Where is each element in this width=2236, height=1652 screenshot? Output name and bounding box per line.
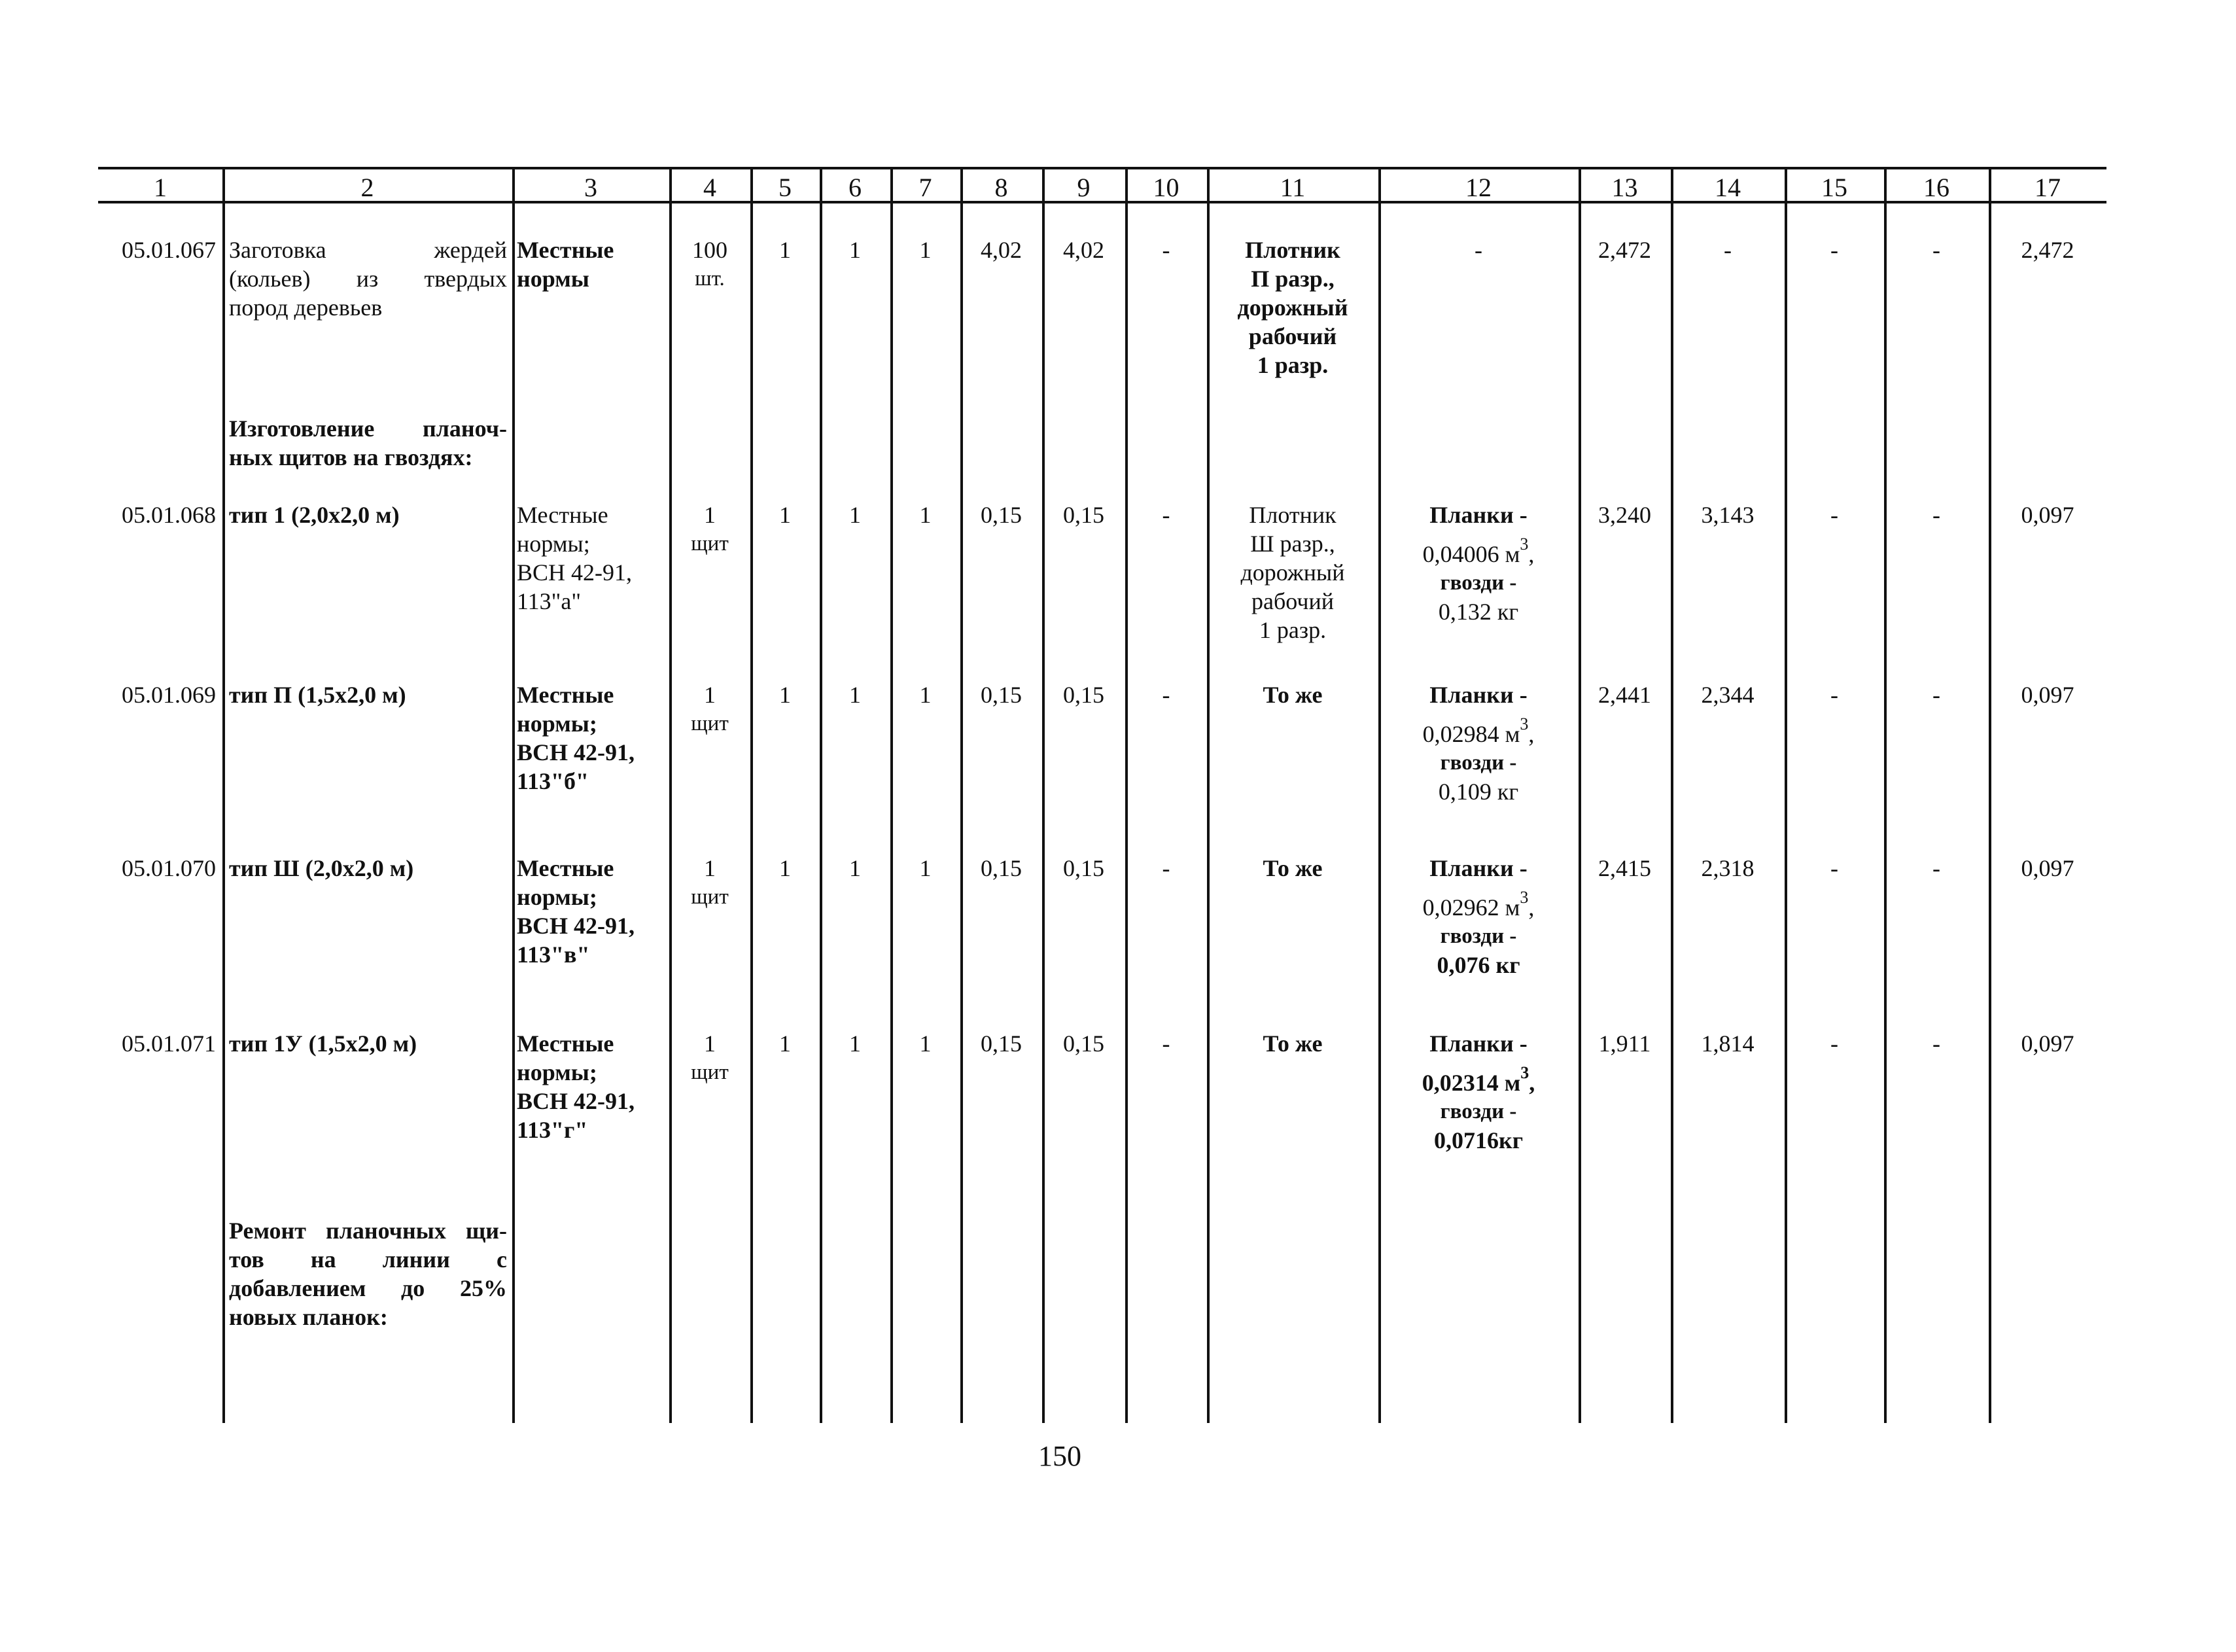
row-col-16: - bbox=[1932, 502, 1940, 528]
column-divider bbox=[669, 167, 672, 1423]
row-code: 05.01.067 bbox=[122, 237, 216, 263]
header-col-3: 3 bbox=[584, 173, 597, 202]
header-col-6: 6 bbox=[848, 173, 862, 202]
row-materials bbox=[1378, 680, 1579, 806]
row-col-10: - bbox=[1162, 855, 1170, 881]
materials-volume: 0,02314 м bbox=[1422, 1070, 1521, 1096]
row-col-17: 2,472 bbox=[2021, 237, 2074, 263]
header-col-17: 17 bbox=[2035, 173, 2061, 202]
column-divider bbox=[1884, 167, 1887, 1423]
workers-line: дорожный bbox=[1240, 559, 1345, 586]
row-workers bbox=[1207, 501, 1378, 644]
materials-line: 0,132 кг bbox=[1438, 599, 1519, 625]
materials-line bbox=[1378, 535, 1579, 569]
column-divider bbox=[750, 167, 753, 1423]
row-col-5: 1 bbox=[779, 1030, 791, 1057]
heading-line: Изготовление планоч- bbox=[229, 415, 507, 442]
source-line: Местные bbox=[517, 855, 614, 881]
source-line: Местные bbox=[517, 682, 614, 708]
heading-line: ных щитов на гвоздях: bbox=[229, 444, 473, 470]
row-materials: - bbox=[1475, 237, 1482, 263]
header-col-16: 16 bbox=[1923, 173, 1949, 202]
workers-line: Плотник bbox=[1245, 237, 1340, 263]
materials-line: 0,076 кг bbox=[1437, 952, 1520, 978]
unit-line: 1 bbox=[704, 1030, 716, 1057]
materials-line bbox=[1378, 714, 1579, 748]
workers-line: П разр., bbox=[1251, 266, 1335, 292]
section-heading bbox=[229, 1216, 507, 1331]
materials-comma: , bbox=[1529, 1070, 1535, 1096]
row-col-5: 1 bbox=[779, 855, 791, 881]
row-col-10: - bbox=[1162, 1030, 1170, 1057]
row-col-14: 2,318 bbox=[1701, 855, 1755, 881]
row-workers: То же bbox=[1263, 1030, 1323, 1057]
column-divider bbox=[820, 167, 822, 1423]
unit-line: щит bbox=[691, 712, 729, 735]
row-col-7: 1 bbox=[919, 237, 932, 263]
header-col-15: 15 bbox=[1821, 173, 1847, 202]
source-line: Местные bbox=[517, 237, 614, 263]
source-line: ВСН 42-91, bbox=[517, 1088, 635, 1114]
heading-line: Ремонт планочных щи- bbox=[229, 1218, 507, 1244]
column-divider bbox=[1042, 167, 1045, 1423]
unit-line: 1 bbox=[704, 855, 716, 881]
column-divider bbox=[512, 167, 515, 1423]
heading-line: добавлением до 25% bbox=[229, 1275, 507, 1301]
heading-line: тов на линии с bbox=[229, 1246, 507, 1273]
header-col-12: 12 bbox=[1465, 173, 1492, 202]
materials-exponent: 3 bbox=[1520, 714, 1529, 733]
workers-line: 1 разр. bbox=[1259, 617, 1327, 643]
materials-volume: 0,02984 м bbox=[1422, 721, 1520, 747]
row-col-5: 1 bbox=[779, 682, 791, 708]
column-divider bbox=[1579, 167, 1581, 1423]
workers-line: Ш разр., bbox=[1250, 531, 1335, 557]
materials-line bbox=[1378, 1063, 1579, 1097]
row-name: тип П (1,5х2,0 м) bbox=[229, 682, 406, 708]
row-col-9: 4,02 bbox=[1063, 237, 1104, 263]
row-col-16: - bbox=[1932, 237, 1940, 263]
unit-line: 100 bbox=[692, 237, 727, 263]
materials-line: гвозди - bbox=[1440, 751, 1517, 775]
row-col-7: 1 bbox=[919, 855, 932, 881]
row-col-13: 2,415 bbox=[1598, 855, 1651, 881]
unit-line: щит bbox=[691, 885, 729, 909]
row-col-7: 1 bbox=[919, 682, 932, 708]
materials-line: Планки - bbox=[1429, 502, 1528, 528]
materials-comma: , bbox=[1528, 894, 1535, 921]
unit-line: щит bbox=[691, 532, 729, 555]
column-divider bbox=[1125, 167, 1128, 1423]
source-line: нормы; bbox=[517, 1059, 597, 1085]
source-line: 113"б" bbox=[517, 768, 589, 794]
materials-line: Планки - bbox=[1429, 855, 1528, 881]
row-col-9: 0,15 bbox=[1063, 502, 1104, 528]
row-unit bbox=[669, 501, 750, 558]
row-col-6: 1 bbox=[849, 502, 861, 528]
materials-line: гвозди - bbox=[1440, 1100, 1517, 1123]
row-col-17: 0,097 bbox=[2021, 502, 2074, 528]
row-unit bbox=[669, 854, 750, 911]
materials-line bbox=[1378, 888, 1579, 922]
row-col-10: - bbox=[1162, 682, 1170, 708]
materials-line: 0,109 кг bbox=[1438, 779, 1519, 805]
row-workers: То же bbox=[1263, 682, 1323, 708]
source-line: нормы; bbox=[517, 531, 590, 557]
row-col-14: 3,143 bbox=[1701, 502, 1755, 528]
row-materials bbox=[1378, 501, 1579, 626]
row-col-6: 1 bbox=[849, 237, 861, 263]
source-line: нормы; bbox=[517, 884, 597, 910]
row-col-6: 1 bbox=[849, 682, 861, 708]
row-source bbox=[517, 501, 667, 616]
row-col-16: - bbox=[1932, 682, 1940, 708]
row-col-14: 1,814 bbox=[1701, 1030, 1755, 1057]
row-col-15: - bbox=[1830, 502, 1838, 528]
row-col-13: 3,240 bbox=[1598, 502, 1651, 528]
row-col-6: 1 bbox=[849, 1030, 861, 1057]
materials-exponent: 3 bbox=[1520, 1063, 1529, 1082]
row-col-5: 1 bbox=[779, 502, 791, 528]
workers-line: рабочий bbox=[1251, 588, 1334, 614]
header-col-13: 13 bbox=[1611, 173, 1638, 202]
row-col-15: - bbox=[1830, 237, 1838, 263]
row-col-8: 4,02 bbox=[981, 237, 1022, 263]
header-col-11: 11 bbox=[1280, 173, 1306, 202]
row-source bbox=[517, 236, 667, 293]
workers-line: Плотник bbox=[1249, 502, 1336, 528]
workers-line: 1 разр. bbox=[1257, 352, 1329, 378]
column-divider bbox=[1785, 167, 1787, 1423]
row-col-16: - bbox=[1932, 855, 1940, 881]
header-col-2: 2 bbox=[360, 173, 374, 202]
row-workers: То же bbox=[1263, 855, 1323, 881]
materials-line: гвозди - bbox=[1440, 924, 1517, 948]
column-divider bbox=[890, 167, 893, 1423]
materials-line: Планки - bbox=[1429, 1030, 1528, 1057]
table-top-rule bbox=[98, 167, 2106, 169]
row-materials bbox=[1378, 1029, 1579, 1155]
name-line: пород деревьев bbox=[229, 294, 383, 321]
row-materials bbox=[1378, 854, 1579, 979]
row-col-10: - bbox=[1162, 502, 1170, 528]
row-name: тип Ш (2,0х2,0 м) bbox=[229, 855, 414, 881]
source-line: 113"г" bbox=[517, 1117, 588, 1143]
row-col-8: 0,15 bbox=[981, 502, 1022, 528]
row-source bbox=[517, 854, 667, 969]
row-col-17: 0,097 bbox=[2021, 1030, 2074, 1057]
row-col-17: 0,097 bbox=[2021, 855, 2074, 881]
row-source bbox=[517, 1029, 667, 1144]
row-col-15: - bbox=[1830, 855, 1838, 881]
column-divider bbox=[1989, 167, 1991, 1423]
row-col-15: - bbox=[1830, 1030, 1838, 1057]
name-line: Заготовка жердей bbox=[229, 237, 507, 263]
column-divider bbox=[222, 167, 225, 1423]
materials-line: 0,0716кг bbox=[1433, 1127, 1524, 1153]
row-source bbox=[517, 680, 667, 796]
page-number: 150 bbox=[1038, 1440, 1081, 1472]
source-line: ВСН 42-91, bbox=[517, 913, 635, 939]
row-name: тип 1У (1,5х2,0 м) bbox=[229, 1030, 417, 1057]
materials-exponent: 3 bbox=[1520, 535, 1529, 554]
row-col-8: 0,15 bbox=[981, 855, 1022, 881]
row-code: 05.01.069 bbox=[122, 682, 216, 708]
materials-comma: , bbox=[1528, 721, 1535, 747]
source-line: нормы; bbox=[517, 711, 597, 737]
row-name: тип 1 (2,0х2,0 м) bbox=[229, 502, 400, 528]
row-col-9: 0,15 bbox=[1063, 1030, 1104, 1057]
header-col-7: 7 bbox=[918, 173, 932, 202]
materials-comma: , bbox=[1528, 541, 1535, 567]
name-line: (кольев) из твердых bbox=[229, 266, 507, 292]
header-col-8: 8 bbox=[994, 173, 1008, 202]
row-unit bbox=[669, 1029, 750, 1087]
column-divider bbox=[1671, 167, 1673, 1423]
workers-line: рабочий bbox=[1248, 323, 1337, 349]
source-line: нормы bbox=[517, 266, 589, 292]
row-code: 05.01.070 bbox=[122, 855, 216, 881]
unit-line: шт. bbox=[695, 267, 725, 290]
row-col-9: 0,15 bbox=[1063, 682, 1104, 708]
header-col-9: 9 bbox=[1077, 173, 1091, 202]
materials-line: Планки - bbox=[1429, 682, 1528, 708]
materials-exponent: 3 bbox=[1520, 888, 1529, 907]
row-code: 05.01.071 bbox=[122, 1030, 216, 1057]
column-divider bbox=[960, 167, 963, 1423]
source-line: ВСН 42-91, bbox=[517, 559, 633, 586]
materials-line: гвозди - bbox=[1440, 571, 1517, 595]
source-line: 113"а" bbox=[517, 588, 582, 614]
row-col-14: 2,344 bbox=[1701, 682, 1755, 708]
header-col-10: 10 bbox=[1153, 173, 1179, 202]
row-unit bbox=[669, 236, 750, 293]
row-unit bbox=[669, 680, 750, 738]
row-col-14: - bbox=[1724, 237, 1732, 263]
row-col-13: 2,472 bbox=[1598, 237, 1651, 263]
row-col-13: 1,911 bbox=[1598, 1030, 1651, 1057]
row-col-16: - bbox=[1932, 1030, 1940, 1057]
row-col-7: 1 bbox=[919, 1030, 932, 1057]
header-col-14: 14 bbox=[1715, 173, 1741, 202]
unit-line: 1 bbox=[704, 682, 716, 708]
heading-line: новых планок: bbox=[229, 1304, 388, 1330]
row-col-10: - bbox=[1162, 237, 1170, 263]
header-col-5: 5 bbox=[778, 173, 792, 202]
row-code: 05.01.068 bbox=[122, 502, 216, 528]
workers-line: дорожный bbox=[1237, 294, 1348, 321]
row-name bbox=[229, 236, 507, 322]
unit-line: 1 bbox=[704, 502, 716, 528]
header-col-4: 4 bbox=[703, 173, 716, 202]
row-col-13: 2,441 bbox=[1598, 682, 1651, 708]
row-col-7: 1 bbox=[919, 502, 932, 528]
section-heading bbox=[229, 414, 507, 472]
row-col-8: 0,15 bbox=[981, 682, 1022, 708]
row-col-5: 1 bbox=[779, 237, 791, 263]
row-col-17: 0,097 bbox=[2021, 682, 2074, 708]
row-col-9: 0,15 bbox=[1063, 855, 1104, 881]
row-col-8: 0,15 bbox=[981, 1030, 1022, 1057]
norms-table bbox=[98, 167, 2106, 1423]
source-line: Местные bbox=[517, 1030, 614, 1057]
row-col-15: - bbox=[1830, 682, 1838, 708]
source-line: ВСН 42-91, bbox=[517, 739, 635, 765]
materials-volume: 0,02962 м bbox=[1422, 894, 1520, 921]
header-col-1: 1 bbox=[154, 173, 167, 202]
row-col-6: 1 bbox=[849, 855, 861, 881]
materials-volume: 0,04006 м bbox=[1422, 541, 1520, 567]
source-line: Местные bbox=[517, 502, 608, 528]
source-line: 113"в" bbox=[517, 941, 590, 968]
unit-line: щит bbox=[691, 1061, 729, 1084]
row-workers bbox=[1207, 236, 1378, 379]
